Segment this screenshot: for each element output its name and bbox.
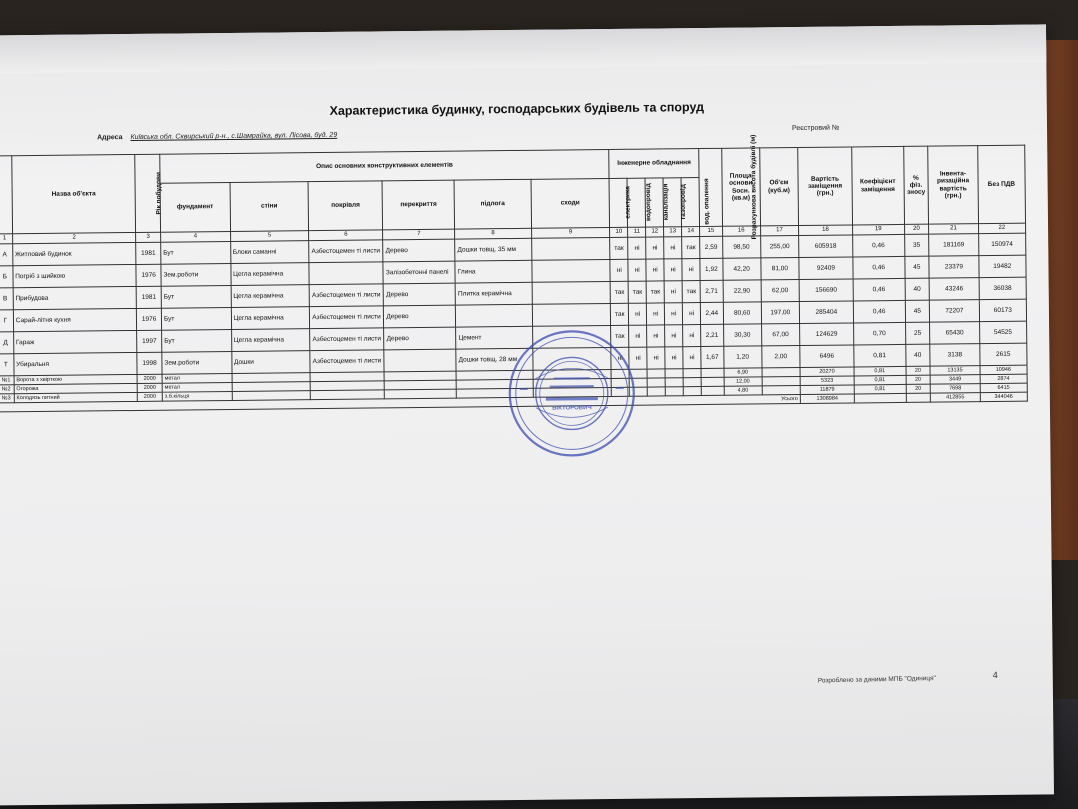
row-wear: 45 xyxy=(904,256,929,278)
row-inventory: 3449 xyxy=(930,375,980,385)
row-flooring: Цемент xyxy=(456,326,533,349)
row-heating: ні xyxy=(682,259,700,281)
header-cost: Вартість заміщення (грн.) xyxy=(798,147,853,226)
row-stairs xyxy=(532,281,611,304)
register-label: Реєстровий № xyxy=(791,124,840,133)
row-volume: 2,00 xyxy=(762,346,800,368)
row-flooring: Глина xyxy=(455,260,532,283)
row-area: 12,00 xyxy=(724,377,762,386)
column-number: 20 xyxy=(904,224,929,234)
row-code: №1 xyxy=(0,376,14,385)
row-year: 1981 xyxy=(136,242,161,264)
row-coef: 0,46 xyxy=(853,256,905,279)
row-year: 1976 xyxy=(136,264,161,286)
row-year: 1981 xyxy=(136,286,161,308)
row-heating: ні xyxy=(683,325,701,347)
row-area: 80,60 xyxy=(723,302,761,324)
row-cost: 156690 xyxy=(799,279,853,302)
row-height: 2,44 xyxy=(700,302,723,324)
row-year: 2000 xyxy=(137,383,162,392)
document-page xyxy=(0,24,1054,805)
row-sewer: ні xyxy=(646,237,664,259)
row-material: з.б.кільця xyxy=(162,392,232,402)
empty-cell xyxy=(647,378,665,387)
row-sewer: так xyxy=(646,281,664,303)
column-number: 17 xyxy=(760,226,798,236)
row-code: В xyxy=(0,288,13,310)
row-stairs xyxy=(531,259,610,282)
row-coef: 0,81 xyxy=(854,344,906,367)
row-walls: Цегла керамічна xyxy=(231,285,310,308)
row-wear: 45 xyxy=(905,300,930,322)
header-code xyxy=(0,156,12,234)
row-roof: Азбестоцемен ті листи xyxy=(309,284,383,307)
header-inventory: Інвента-ризаційна вартість (грн.) xyxy=(928,146,978,225)
empty-cell xyxy=(762,386,800,395)
total-label: Усього xyxy=(0,395,800,412)
empty-cell xyxy=(762,368,800,377)
row-water: ні xyxy=(629,325,647,347)
row-year: 2000 xyxy=(137,374,162,383)
row-inventory: 72207 xyxy=(930,300,980,323)
row-area: 6,90 xyxy=(724,368,762,377)
row-floors xyxy=(384,349,456,372)
row-heating: так xyxy=(682,237,700,259)
row-water: ні xyxy=(628,259,646,281)
row-volume: 197,00 xyxy=(761,302,799,324)
row-code: Т xyxy=(0,354,14,376)
row-electric: ні xyxy=(611,347,629,369)
header-coef: Коефіцієнт заміщення xyxy=(852,146,904,225)
column-number: 13 xyxy=(664,227,682,237)
row-no-vat: 6415 xyxy=(980,383,1027,393)
row-wear: 40 xyxy=(905,278,930,300)
row-heating: так xyxy=(682,281,700,303)
row-roof: Азбестоцемен ті листи xyxy=(310,306,384,329)
header-volume: Об'єм (куб.м) xyxy=(759,148,798,226)
header-flooring: підлога xyxy=(454,179,531,229)
row-water: так xyxy=(628,281,646,303)
header-stairs: сходи xyxy=(531,178,610,228)
column-number: 19 xyxy=(852,224,904,235)
column-number: 8 xyxy=(455,228,531,239)
header-sewer: каналізація xyxy=(645,178,663,227)
row-walls: Цегла керамічна xyxy=(231,263,310,286)
row-floors: Дерево xyxy=(383,239,455,262)
row-area: 4,80 xyxy=(724,386,762,395)
row-year: 1998 xyxy=(137,352,162,374)
row-name: Гараж xyxy=(13,330,137,353)
document-title: Характеристика будинку, господарських будівель та споруд xyxy=(329,100,705,118)
row-sewer: ні xyxy=(646,259,664,281)
address-line xyxy=(97,132,337,142)
row-sewer: ні xyxy=(647,325,665,347)
row-coef: 0,46 xyxy=(853,300,905,323)
row-walls: Блоки саманні xyxy=(230,241,309,264)
row-name: Ворота з хвірткою xyxy=(14,374,138,384)
column-number: 7 xyxy=(383,229,455,240)
row-water: ні xyxy=(629,303,647,325)
row-heating: ні xyxy=(683,347,701,369)
row-foundation: Зем.роботи xyxy=(161,263,231,286)
row-inventory: 3138 xyxy=(930,344,980,367)
row-no-vat: 10946 xyxy=(980,365,1027,375)
row-volume: 62,00 xyxy=(761,280,799,302)
row-wear: 20 xyxy=(906,375,931,384)
row-volume: 67,00 xyxy=(761,324,799,346)
row-area: 22,90 xyxy=(723,280,761,302)
row-inventory: 7698 xyxy=(930,384,980,394)
header-heating: вод. опалення xyxy=(681,178,699,227)
page-fold-shadow xyxy=(0,24,1046,73)
header-name: Назва об'єкта xyxy=(11,154,135,233)
column-number: 5 xyxy=(230,231,309,242)
row-name: Огорожа xyxy=(14,383,138,393)
row-height: 2,21 xyxy=(701,324,724,346)
column-number: 21 xyxy=(929,224,979,235)
header-electric: електрика xyxy=(609,178,627,227)
row-area: 42,20 xyxy=(722,258,760,280)
row-water: ні xyxy=(628,237,646,259)
empty-cell xyxy=(854,394,906,404)
row-no-vat: 150974 xyxy=(978,233,1026,255)
header-gas: газопровід xyxy=(663,178,681,227)
empty-cell xyxy=(683,378,701,387)
column-number: 11 xyxy=(628,227,646,237)
row-no-vat: 19482 xyxy=(979,255,1027,277)
row-material: метал xyxy=(162,383,232,393)
row-electric: ні xyxy=(610,259,628,281)
row-walls: Цегла керамічна xyxy=(231,307,310,330)
row-inventory: 65430 xyxy=(930,322,980,345)
row-cost: 11879 xyxy=(800,385,854,395)
row-coef: 0,46 xyxy=(853,234,905,257)
row-code: А xyxy=(0,244,13,266)
column-number: 4 xyxy=(161,231,231,242)
empty-cell xyxy=(701,377,724,386)
row-name: Сарай-літня кухня xyxy=(13,308,137,331)
footer-note: Розроблено за даними МПБ "Одиниця" xyxy=(817,674,937,685)
header-roof: покрівля xyxy=(308,181,383,231)
row-height: 1,67 xyxy=(701,346,724,368)
total-no-vat: 344046 xyxy=(980,392,1027,402)
header-no-vat: Без ПДВ xyxy=(977,145,1025,223)
row-no-vat: 2874 xyxy=(980,374,1027,384)
row-walls: Дошки xyxy=(231,351,310,374)
row-code: №3 xyxy=(0,394,14,403)
row-floors: Дерево xyxy=(384,305,456,328)
row-coef: 0,46 xyxy=(853,278,905,301)
row-coef: 0,81 xyxy=(854,385,906,395)
column-number: 6 xyxy=(309,230,383,241)
header-floors: перекриття xyxy=(382,180,454,230)
row-name: Колодязь питний xyxy=(14,393,138,403)
row-code: Д xyxy=(0,332,14,354)
header-group-elements: Опис основних конструктивних елементів xyxy=(160,150,610,184)
official-stamp xyxy=(505,327,638,460)
empty-cell xyxy=(762,377,800,386)
row-gas: ні xyxy=(665,347,683,369)
row-flooring: Дошки товщ. 28 мм xyxy=(456,348,533,371)
row-walls: Цегла керамічна xyxy=(231,329,310,352)
header-foundation: фундамент xyxy=(160,182,230,232)
header-walls: стіни xyxy=(230,182,309,232)
row-height: 2,59 xyxy=(700,236,723,258)
row-wear: 20 xyxy=(906,366,931,375)
row-electric: так xyxy=(611,325,629,347)
row-electric: так xyxy=(610,237,628,259)
row-gas: ні xyxy=(664,237,682,259)
row-name: Погріб з шийкою xyxy=(13,264,137,287)
column-number: 1 xyxy=(0,234,12,244)
row-code: Г xyxy=(0,310,13,332)
header-wear: % фіз. зносу xyxy=(903,146,929,224)
row-name: Житловий будинок xyxy=(12,242,136,265)
empty-cell xyxy=(683,387,701,396)
row-wear: 35 xyxy=(904,234,929,256)
column-number: 15 xyxy=(700,226,723,236)
row-gas: ні xyxy=(664,281,682,303)
header-area: Площа основи Sосн. (кв.м) xyxy=(721,148,760,226)
row-water: ні xyxy=(629,347,647,369)
row-volume: 81,00 xyxy=(761,258,799,280)
row-flooring: Дошки товщ. 35 мм xyxy=(455,238,532,261)
column-number: 18 xyxy=(799,225,853,236)
column-number: 16 xyxy=(722,226,760,236)
row-name: Прибудова xyxy=(13,286,137,309)
row-wear: 20 xyxy=(906,384,931,393)
row-no-vat: 36038 xyxy=(979,277,1027,299)
row-no-vat: 60173 xyxy=(979,299,1027,321)
row-cost: 605918 xyxy=(799,235,853,258)
row-inventory: 43246 xyxy=(929,278,979,301)
row-height: 1,92 xyxy=(700,258,723,280)
empty-cell xyxy=(647,387,665,396)
page-number: 4 xyxy=(992,669,998,681)
row-foundation: Бут xyxy=(162,329,232,352)
address-value: Київська обл. Сквирський р-н., с.Шамрайка, вул. Лісова, буд. 29 xyxy=(130,131,338,142)
row-wear: 25 xyxy=(905,322,930,344)
total-cost: 1308984 xyxy=(800,394,854,404)
row-cost: 5323 xyxy=(800,376,854,386)
row-foundation: Бут xyxy=(161,285,231,308)
header-water: водопровід xyxy=(627,178,645,227)
row-gas: ні xyxy=(664,259,682,281)
header-height: Розрахункова висота будівлі (м) xyxy=(699,148,722,226)
row-cost: 92409 xyxy=(799,257,853,280)
row-cost: 6496 xyxy=(800,345,854,368)
row-coef: 0,81 xyxy=(854,366,906,376)
empty-cell xyxy=(665,387,683,396)
row-roof xyxy=(309,262,383,285)
row-wear: 40 xyxy=(905,344,930,366)
row-no-vat: 54525 xyxy=(979,321,1027,343)
row-material: метал xyxy=(162,373,232,383)
column-number: 14 xyxy=(682,227,700,237)
row-electric: так xyxy=(611,303,629,325)
row-coef: 0,70 xyxy=(853,322,905,345)
row-cost: 285404 xyxy=(799,301,853,324)
row-name: Убиральня xyxy=(14,352,138,375)
empty-cell xyxy=(906,393,931,402)
row-foundation: Зем.роботи xyxy=(162,351,232,374)
row-stairs xyxy=(532,303,611,326)
column-number: 12 xyxy=(646,227,664,237)
row-sewer: ні xyxy=(647,347,665,369)
column-number: 10 xyxy=(610,227,628,237)
row-cost: 124629 xyxy=(800,323,854,346)
row-foundation: Бут xyxy=(161,241,231,264)
row-foundation: Бут xyxy=(161,307,231,330)
row-volume: 255,00 xyxy=(760,236,798,258)
row-year: 1976 xyxy=(137,308,162,330)
row-floors: Дерево xyxy=(384,327,456,350)
row-flooring xyxy=(456,304,533,327)
row-stairs xyxy=(531,237,610,260)
empty-cell xyxy=(647,369,665,378)
address-label: Адреса xyxy=(97,134,123,142)
row-area: 98,50 xyxy=(722,236,760,258)
header-year: Рік побудови xyxy=(135,154,161,232)
empty-cell xyxy=(665,369,683,378)
row-floors: Дерево xyxy=(383,283,455,306)
stamp-text: ВІКТОРОВИЧ xyxy=(552,405,592,412)
row-inventory: 23379 xyxy=(929,256,979,279)
row-area: 30,30 xyxy=(723,324,761,346)
row-inventory: 181169 xyxy=(929,234,979,257)
row-cost: 20270 xyxy=(800,367,854,377)
column-number: 22 xyxy=(978,223,1025,233)
row-year: 1997 xyxy=(137,330,162,352)
column-number: 9 xyxy=(531,227,610,238)
row-height: 2,71 xyxy=(700,280,723,302)
row-sewer: ні xyxy=(647,303,665,325)
row-electric: так xyxy=(610,281,628,303)
row-year: 2000 xyxy=(138,392,163,401)
row-no-vat: 2615 xyxy=(979,343,1027,365)
empty-cell xyxy=(665,378,683,387)
row-gas: ні xyxy=(665,303,683,325)
column-number: 2 xyxy=(12,232,136,243)
column-number: 3 xyxy=(136,232,161,242)
row-roof: Азбестоцемен ті листи xyxy=(310,350,384,373)
row-heating: ні xyxy=(682,303,700,325)
empty-cell xyxy=(701,386,724,395)
row-area: 1,20 xyxy=(723,346,761,368)
row-code: Б xyxy=(0,266,13,288)
row-inventory: 13135 xyxy=(930,366,980,376)
empty-cell xyxy=(701,368,724,377)
row-flooring: Плитка керамічна xyxy=(455,282,532,305)
row-code: №2 xyxy=(0,385,14,394)
header-group-equipment: Інженерне обладнання xyxy=(609,149,699,179)
total-inventory: 412855 xyxy=(931,393,981,403)
row-floors: Залізобетонні панелі xyxy=(383,261,455,284)
row-roof: Азбестоцемен ті листи xyxy=(310,328,384,351)
row-coef: 0,81 xyxy=(854,375,906,385)
row-gas: ні xyxy=(665,325,683,347)
empty-cell xyxy=(683,369,701,378)
row-roof: Азбестоцемен ті листи xyxy=(309,240,383,263)
